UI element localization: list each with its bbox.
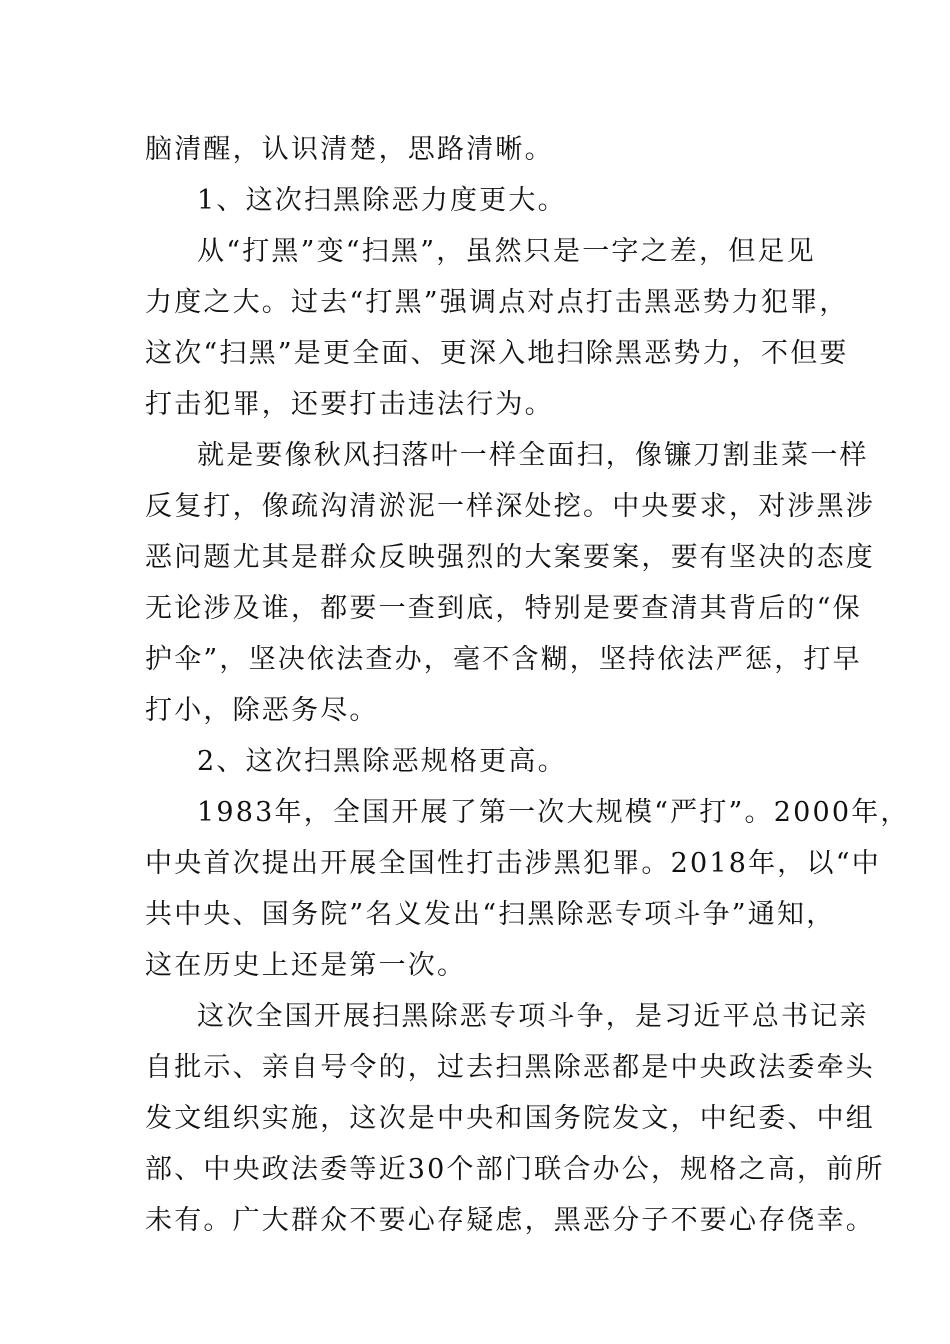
section-heading: 1、这次扫黑除恶力度更大。: [197, 185, 567, 216]
text-line: 自批示、亲自号令的，过去扫黑除恶都是中央政法委牵头: [145, 1052, 875, 1083]
text-line: 脑清醒，认识清楚，思路清晰。: [145, 134, 554, 165]
text-line: 就是要像秋风扫落叶一样全面扫，像镰刀割韭菜一样: [197, 440, 869, 471]
text-line: 打小，除恶务尽。: [145, 695, 379, 726]
text-line: 这次“扫黑”是更全面、更深入地扫除黑恶势力，不但要: [145, 338, 849, 369]
text-line: 反复打，像疏沟清淤泥一样深处挖。中央要求，对涉黑涉: [145, 491, 875, 522]
text-line: 这次全国开展扫黑除恶专项斗争，是习近平总书记亲: [197, 1001, 869, 1032]
text-line: 发文组织实施，这次是中央和国务院发文，中纪委、中组: [145, 1103, 875, 1134]
text-line: 护伞”，坚决依法查办，毫不含糊，坚持依法严惩，打早: [145, 644, 862, 675]
text-line: 打击犯罪，还要打击违法行为。: [145, 389, 554, 420]
text-line: 力度之大。过去“打黑”强调点对点打击黑恶势力犯罪，: [145, 287, 849, 318]
text-line: 恶问题尤其是群众反映强烈的大案要案，要有坚决的态度: [145, 542, 875, 573]
text-line: 1983年，全国开展了第一次大规模“严打”。2000年，: [197, 797, 910, 828]
text-line: 部、中央政法委等近30个部门联合办公，规格之高，前所: [145, 1154, 885, 1185]
text-line: 未有。广大群众不要心存疑虑，黑恶分子不要心存侥幸。: [145, 1205, 875, 1236]
text-line: 中央首次提出开展全国性打击涉黑犯罪。2018年，以“中: [145, 848, 881, 879]
section-heading: 2、这次扫黑除恶规格更高。: [197, 746, 567, 777]
text-line: 从“打黑”变“扫黑”，虽然只是一字之差，但足见: [197, 236, 816, 267]
text-line: 这在历史上还是第一次。: [145, 950, 467, 981]
text-line: 无论涉及谁，都要一查到底，特别是要查清其背后的“保: [145, 593, 862, 624]
text-line: 共中央、国务院”名义发出“扫黑除恶专项斗争”通知，: [145, 899, 836, 930]
